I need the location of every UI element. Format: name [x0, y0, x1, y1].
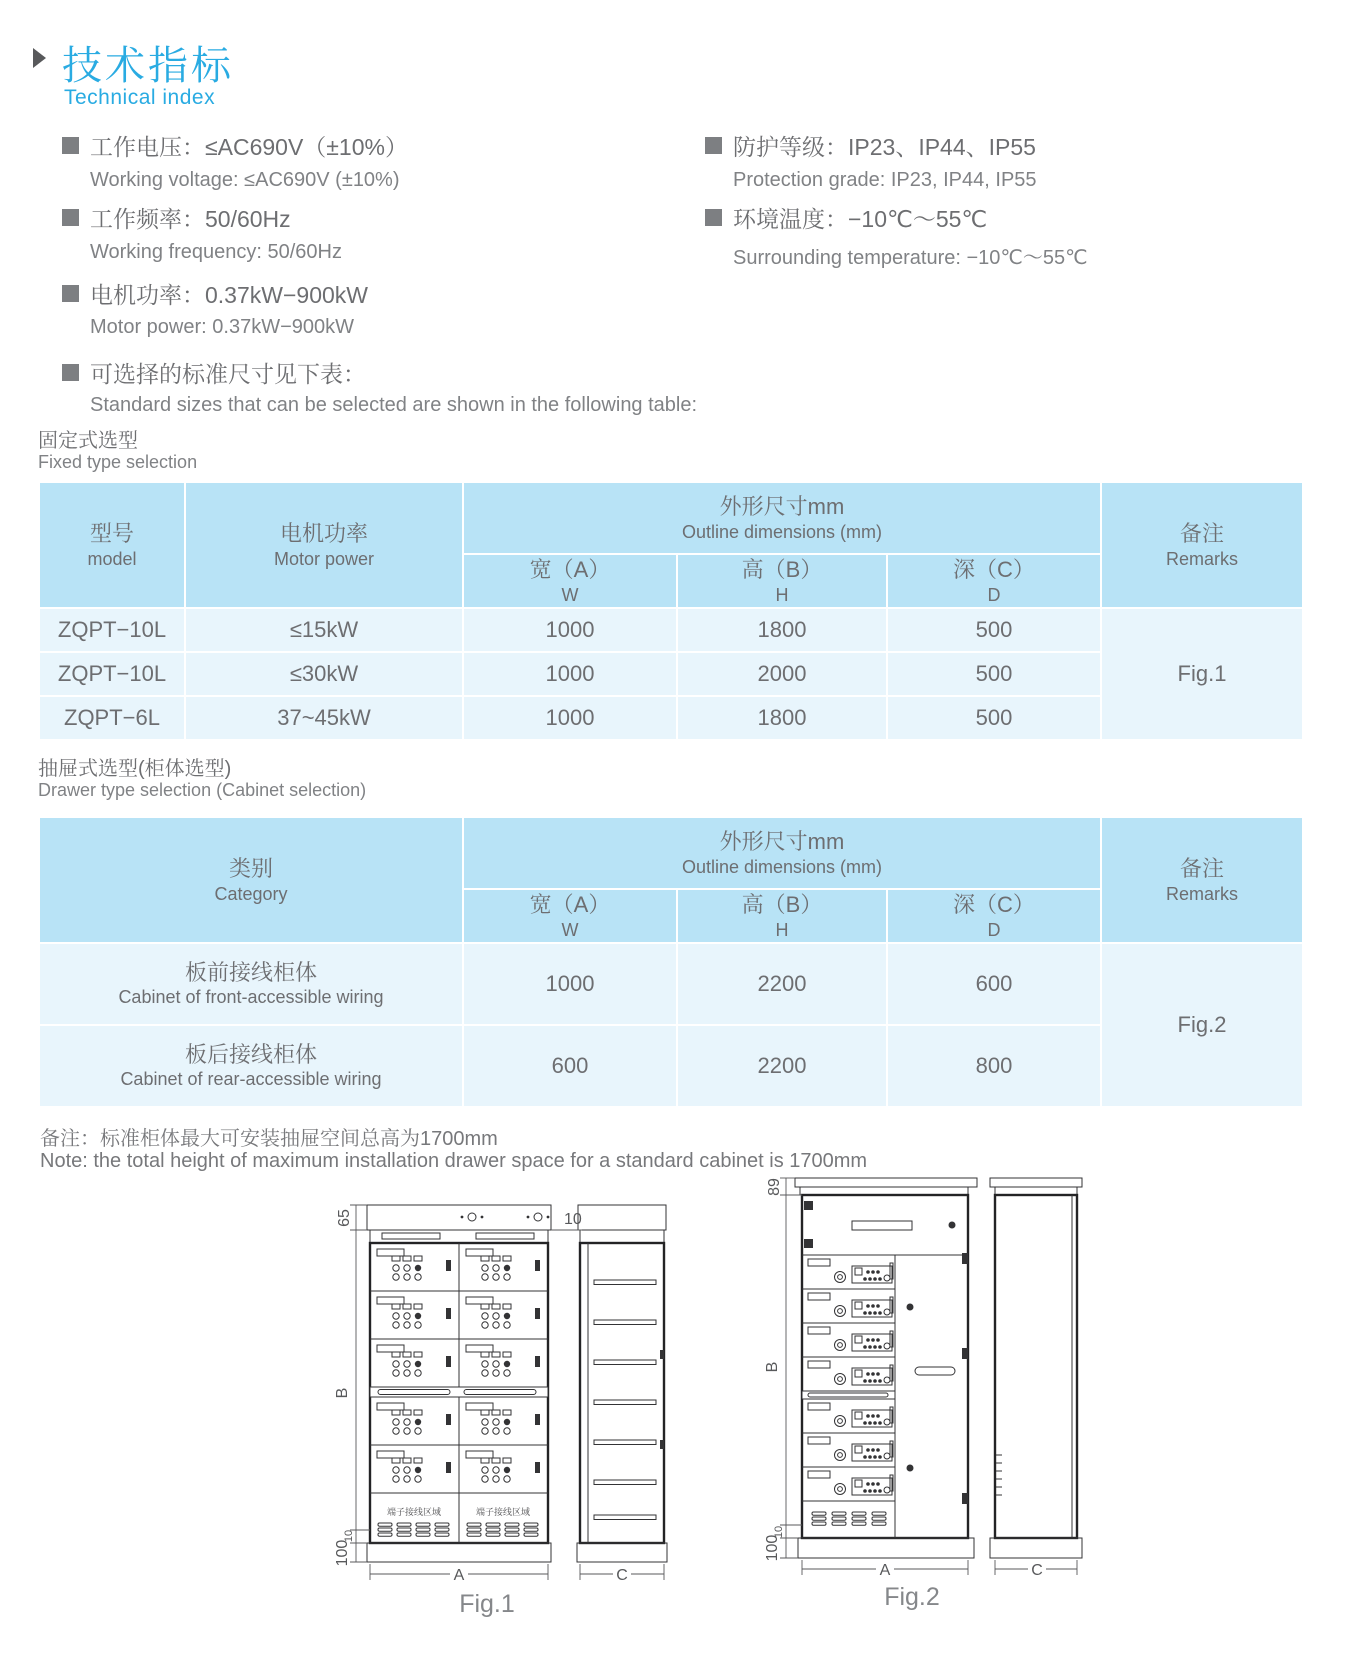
fig1-terminal-label: 端子接线区域	[475, 1507, 531, 1517]
spec-en-text: Standard sizes that can be selected are shown in the following table:	[90, 394, 698, 416]
cell-power: ≤30kW	[186, 653, 462, 695]
fig2-side-view	[990, 1178, 1082, 1558]
table-row	[40, 609, 1302, 651]
fig1-dim-10-top: 10	[564, 1211, 582, 1228]
cell-model: ZQPT−10L	[40, 609, 184, 651]
fig1-dim-100: 100	[334, 1539, 351, 1567]
cell-model: ZQPT−10L	[40, 653, 184, 695]
fixed-type-table	[38, 481, 1304, 741]
fig2-dimensions	[764, 1178, 1077, 1579]
fig1-front-view	[367, 1205, 551, 1562]
fig1-dim-10: 10	[343, 1529, 355, 1543]
spec-item	[62, 356, 366, 389]
cell-category: 板前接线柜体 Cabinet of front-accessible wiring	[40, 944, 462, 1024]
col-header-category: 类别 Category	[40, 818, 462, 942]
cell-width: 600	[464, 1026, 676, 1106]
cell-depth: 800	[888, 1026, 1100, 1106]
col-header-power: 电机功率 Motor power	[186, 483, 462, 607]
fig1-dim-B: B	[334, 1387, 351, 1399]
page-subtitle: Technical index	[64, 86, 216, 109]
bullet-square-icon	[62, 137, 79, 154]
fig2-caption: Fig.2	[884, 1583, 940, 1611]
spec-en-text: Surrounding temperature: −10℃～55℃	[733, 247, 1088, 269]
page-title: 技术指标	[62, 44, 234, 88]
spec-en-text: Working voltage: ≤AC690V (±10%)	[90, 169, 400, 191]
fig2-dim-B: B	[764, 1361, 781, 1373]
cell-remarks-figure: Fig.1	[1102, 609, 1302, 739]
fig2-dim-10: 10	[773, 1525, 785, 1539]
drawer-type-table	[38, 816, 1304, 1108]
footnote-zh: 备注：标准柜体最大可安装抽屉空间总高为1700mm	[40, 1128, 498, 1150]
spec-item	[705, 201, 987, 234]
fig2-dim-C: C	[1031, 1562, 1043, 1579]
col-header-width: 宽（A） W	[464, 890, 676, 942]
spec-item	[62, 277, 368, 310]
col-header-remarks: 备注 Remarks	[1102, 818, 1302, 942]
col-header-height: 高（B） H	[678, 890, 886, 942]
bullet-square-icon	[62, 209, 79, 226]
fig2-dim-89: 89	[766, 1178, 783, 1196]
figure-2-drawing	[740, 1095, 1140, 1620]
section-title-drawer-en: Drawer type selection (Cabinet selection)	[38, 780, 367, 800]
cell-power: 37~45kW	[186, 697, 462, 739]
cell-height: 2000	[678, 653, 886, 695]
cell-width: 1000	[464, 944, 676, 1024]
spec-en-text: Working frequency: 50/60Hz	[90, 241, 342, 263]
section-title-fixed-zh: 固定式选型	[38, 430, 138, 452]
col-header-outline: 外形尺寸mm Outline dimensions (mm)	[464, 483, 1100, 553]
cell-power: ≤15kW	[186, 609, 462, 651]
spec-zh-text: 工作频率：50/60Hz	[90, 206, 291, 232]
cell-height: 1800	[678, 697, 886, 739]
spec-item	[62, 129, 408, 162]
spec-en-text: Protection grade: IP23, IP44, IP55	[733, 169, 1037, 191]
cell-height: 1800	[678, 609, 886, 651]
cell-depth: 500	[888, 653, 1100, 695]
spec-zh-text: 环境温度：−10℃～55℃	[733, 206, 988, 232]
spec-en-text: Motor power: 0.37kW−900kW	[90, 316, 354, 338]
spec-zh-text: 工作电压：≤AC690V（±10%）	[90, 134, 408, 160]
cell-category: 板后接线柜体 Cabinet of rear-accessible wiring	[40, 1026, 462, 1106]
bullet-square-icon	[705, 137, 722, 154]
spec-zh-text: 可选择的标准尺寸见下表：	[90, 361, 366, 387]
fig2-dim-100: 100	[764, 1534, 781, 1562]
section-title-drawer-zh: 抽屉式选型(柜体选型)	[38, 758, 232, 780]
fig1-caption: Fig.1	[459, 1590, 515, 1618]
cell-height: 2200	[678, 1026, 886, 1106]
cell-depth: 500	[888, 609, 1100, 651]
cell-depth: 500	[888, 697, 1100, 739]
cell-width: 1000	[464, 609, 676, 651]
col-header-remarks: 备注 Remarks	[1102, 483, 1302, 607]
footnote-en: Note: the total height of maximum installation drawer space for a standard cabinet is 1700mm	[40, 1150, 868, 1172]
col-header-depth: 深（C） D	[888, 555, 1100, 607]
spec-zh-text: 电机功率：0.37kW−900kW	[90, 282, 368, 308]
spec-item	[62, 201, 291, 234]
fig2-front-view	[795, 1178, 977, 1558]
col-header-width: 宽（A） W	[464, 555, 676, 607]
cell-width: 1000	[464, 697, 676, 739]
bullet-square-icon	[62, 285, 79, 302]
fig1-dim-65: 65	[336, 1209, 353, 1227]
fig2-dim-A: A	[879, 1562, 891, 1579]
cell-model: ZQPT−6L	[40, 697, 184, 739]
fig1-dim-A: A	[453, 1567, 465, 1584]
bullet-square-icon	[62, 364, 79, 381]
cell-height: 2200	[678, 944, 886, 1024]
table-row	[40, 944, 1302, 1024]
col-header-model: 型号 model	[40, 483, 184, 607]
spec-zh-text: 防护等级：IP23、IP44、IP55	[733, 134, 1036, 160]
cell-remarks-figure: Fig.2	[1102, 944, 1302, 1106]
fig1-dim-C: C	[616, 1567, 628, 1584]
cell-depth: 600	[888, 944, 1100, 1024]
section-title-fixed-en: Fixed type selection	[38, 452, 198, 472]
fig1-terminal-label: 端子接线区域	[386, 1507, 442, 1517]
bullet-square-icon	[705, 209, 722, 226]
col-header-height: 高（B） H	[678, 555, 886, 607]
col-header-outline: 外形尺寸mm Outline dimensions (mm)	[464, 818, 1100, 888]
col-header-depth: 深（C） D	[888, 890, 1100, 942]
triangle-marker-icon	[33, 48, 46, 68]
fig1-side-view	[577, 1205, 667, 1562]
spec-item	[705, 129, 1036, 162]
cell-width: 1000	[464, 653, 676, 695]
